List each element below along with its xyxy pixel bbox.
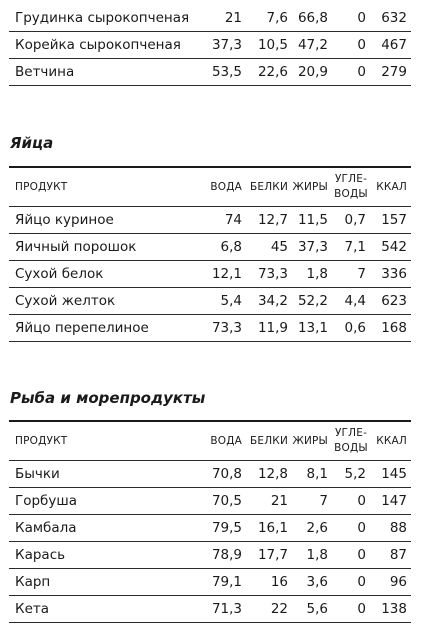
- kcal-cell: 138: [370, 596, 411, 623]
- kcal-cell: 157: [370, 207, 411, 234]
- column-header-carbs: [332, 421, 370, 461]
- product-name-cell: Камбала: [9, 515, 194, 542]
- carbs-cell: 7,1: [332, 234, 370, 261]
- eggs-table: [9, 166, 411, 342]
- water-cell: 78,9: [194, 542, 246, 569]
- carbs-cell: 0: [332, 596, 370, 623]
- fat-cell: 5,6: [292, 596, 332, 623]
- product-name-cell: Грудинка сырокопченая: [9, 5, 194, 32]
- product-name-cell: Сухой желток: [9, 288, 194, 315]
- fish-table-body: [9, 461, 411, 623]
- fat-cell: 52,2: [292, 288, 332, 315]
- fish-table: [9, 420, 411, 623]
- protein-cell: 16: [246, 569, 292, 596]
- fat-cell: 1,8: [292, 542, 332, 569]
- kcal-cell: 336: [370, 261, 411, 288]
- protein-cell: 21: [246, 488, 292, 515]
- protein-cell: 17,7: [246, 542, 292, 569]
- protein-cell: 11,9: [246, 315, 292, 342]
- table-row: [9, 542, 411, 569]
- table-row: [9, 207, 411, 234]
- carbs-cell: 0: [332, 5, 370, 32]
- kcal-cell: 467: [370, 32, 411, 59]
- kcal-cell: 542: [370, 234, 411, 261]
- column-header-product: ПРОДУКТ: [9, 167, 194, 207]
- water-cell: 21: [194, 5, 246, 32]
- protein-cell: 12,7: [246, 207, 292, 234]
- product-name-cell: Карп: [9, 569, 194, 596]
- carbs-cell: 0: [332, 515, 370, 542]
- product-name-cell: Корейка сырокопченая: [9, 32, 194, 59]
- carbs-cell: 4,4: [332, 288, 370, 315]
- carbs-cell: 0: [332, 542, 370, 569]
- fat-cell: 47,2: [292, 32, 332, 59]
- meat-table: [9, 5, 411, 86]
- column-header-carbs-line2: ВОДЫ: [334, 442, 368, 454]
- protein-cell: 73,3: [246, 261, 292, 288]
- product-name-cell: Яйцо перепелиное: [9, 315, 194, 342]
- water-cell: 37,3: [194, 32, 246, 59]
- column-header-water: ВОДА: [194, 421, 246, 461]
- kcal-cell: 88: [370, 515, 411, 542]
- water-cell: 5,4: [194, 288, 246, 315]
- column-header-carbs-line2: ВОДЫ: [334, 188, 368, 200]
- fat-cell: 66,8: [292, 5, 332, 32]
- column-header-carbs-line1: УГЛЕ-: [334, 427, 368, 439]
- water-cell: 71,3: [194, 596, 246, 623]
- kcal-cell: 145: [370, 461, 411, 488]
- carbs-cell: 0,6: [332, 315, 370, 342]
- product-name-cell: Кета: [9, 596, 194, 623]
- product-name-cell: Карась: [9, 542, 194, 569]
- product-name-cell: Сухой белок: [9, 261, 194, 288]
- eggs-table-body: [9, 207, 411, 342]
- water-cell: 70,5: [194, 488, 246, 515]
- table-header-row: [9, 167, 411, 207]
- water-cell: 70,8: [194, 461, 246, 488]
- protein-cell: 12,8: [246, 461, 292, 488]
- fat-cell: 37,3: [292, 234, 332, 261]
- water-cell: 79,5: [194, 515, 246, 542]
- column-header-water: ВОДА: [194, 167, 246, 207]
- column-header-kcal: ККАЛ: [370, 421, 411, 461]
- column-header-product: ПРОДУКТ: [9, 421, 194, 461]
- water-cell: 53,5: [194, 59, 246, 86]
- protein-cell: 7,6: [246, 5, 292, 32]
- kcal-cell: 87: [370, 542, 411, 569]
- column-header-carbs: [332, 167, 370, 207]
- product-name-cell: Ветчина: [9, 59, 194, 86]
- kcal-cell: 632: [370, 5, 411, 32]
- table-row: [9, 596, 411, 623]
- section-title-fish: Рыба и морепродукты: [10, 389, 206, 407]
- fat-cell: 11,5: [292, 207, 332, 234]
- table-row: [9, 515, 411, 542]
- fat-cell: 2,6: [292, 515, 332, 542]
- carbs-cell: 0,7: [332, 207, 370, 234]
- product-name-cell: Яичный порошок: [9, 234, 194, 261]
- table-row: [9, 59, 411, 86]
- product-name-cell: Бычки: [9, 461, 194, 488]
- table-row: [9, 488, 411, 515]
- table-row: [9, 261, 411, 288]
- table-row: [9, 315, 411, 342]
- product-name-cell: Яйцо куриное: [9, 207, 194, 234]
- fat-cell: 1,8: [292, 261, 332, 288]
- product-name-cell: Горбуша: [9, 488, 194, 515]
- table-header-row: [9, 421, 411, 461]
- carbs-cell: 0: [332, 32, 370, 59]
- column-header-kcal: ККАЛ: [370, 167, 411, 207]
- table-row: [9, 461, 411, 488]
- protein-cell: 10,5: [246, 32, 292, 59]
- column-header-carbs-line1: УГЛЕ-: [334, 173, 368, 185]
- protein-cell: 22: [246, 596, 292, 623]
- kcal-cell: 96: [370, 569, 411, 596]
- protein-cell: 16,1: [246, 515, 292, 542]
- fat-cell: 7: [292, 488, 332, 515]
- carbs-cell: 0: [332, 488, 370, 515]
- kcal-cell: 279: [370, 59, 411, 86]
- table-row: [9, 288, 411, 315]
- column-header-protein: БЕЛКИ: [246, 167, 292, 207]
- kcal-cell: 147: [370, 488, 411, 515]
- section-title-eggs: Яйца: [10, 134, 54, 152]
- fat-cell: 8,1: [292, 461, 332, 488]
- kcal-cell: 168: [370, 315, 411, 342]
- carbs-cell: 0: [332, 569, 370, 596]
- carbs-cell: 5,2: [332, 461, 370, 488]
- column-header-fat: ЖИРЫ: [292, 421, 332, 461]
- protein-cell: 45: [246, 234, 292, 261]
- carbs-cell: 0: [332, 59, 370, 86]
- water-cell: 6,8: [194, 234, 246, 261]
- meat-table-body: [9, 5, 411, 86]
- protein-cell: 22,6: [246, 59, 292, 86]
- table-row: [9, 569, 411, 596]
- table-row: [9, 32, 411, 59]
- table-row: [9, 234, 411, 261]
- kcal-cell: 623: [370, 288, 411, 315]
- column-header-protein: БЕЛКИ: [246, 421, 292, 461]
- fat-cell: 3,6: [292, 569, 332, 596]
- water-cell: 12,1: [194, 261, 246, 288]
- water-cell: 74: [194, 207, 246, 234]
- column-header-fat: ЖИРЫ: [292, 167, 332, 207]
- carbs-cell: 7: [332, 261, 370, 288]
- protein-cell: 34,2: [246, 288, 292, 315]
- fat-cell: 13,1: [292, 315, 332, 342]
- water-cell: 73,3: [194, 315, 246, 342]
- table-row: [9, 5, 411, 32]
- water-cell: 79,1: [194, 569, 246, 596]
- fat-cell: 20,9: [292, 59, 332, 86]
